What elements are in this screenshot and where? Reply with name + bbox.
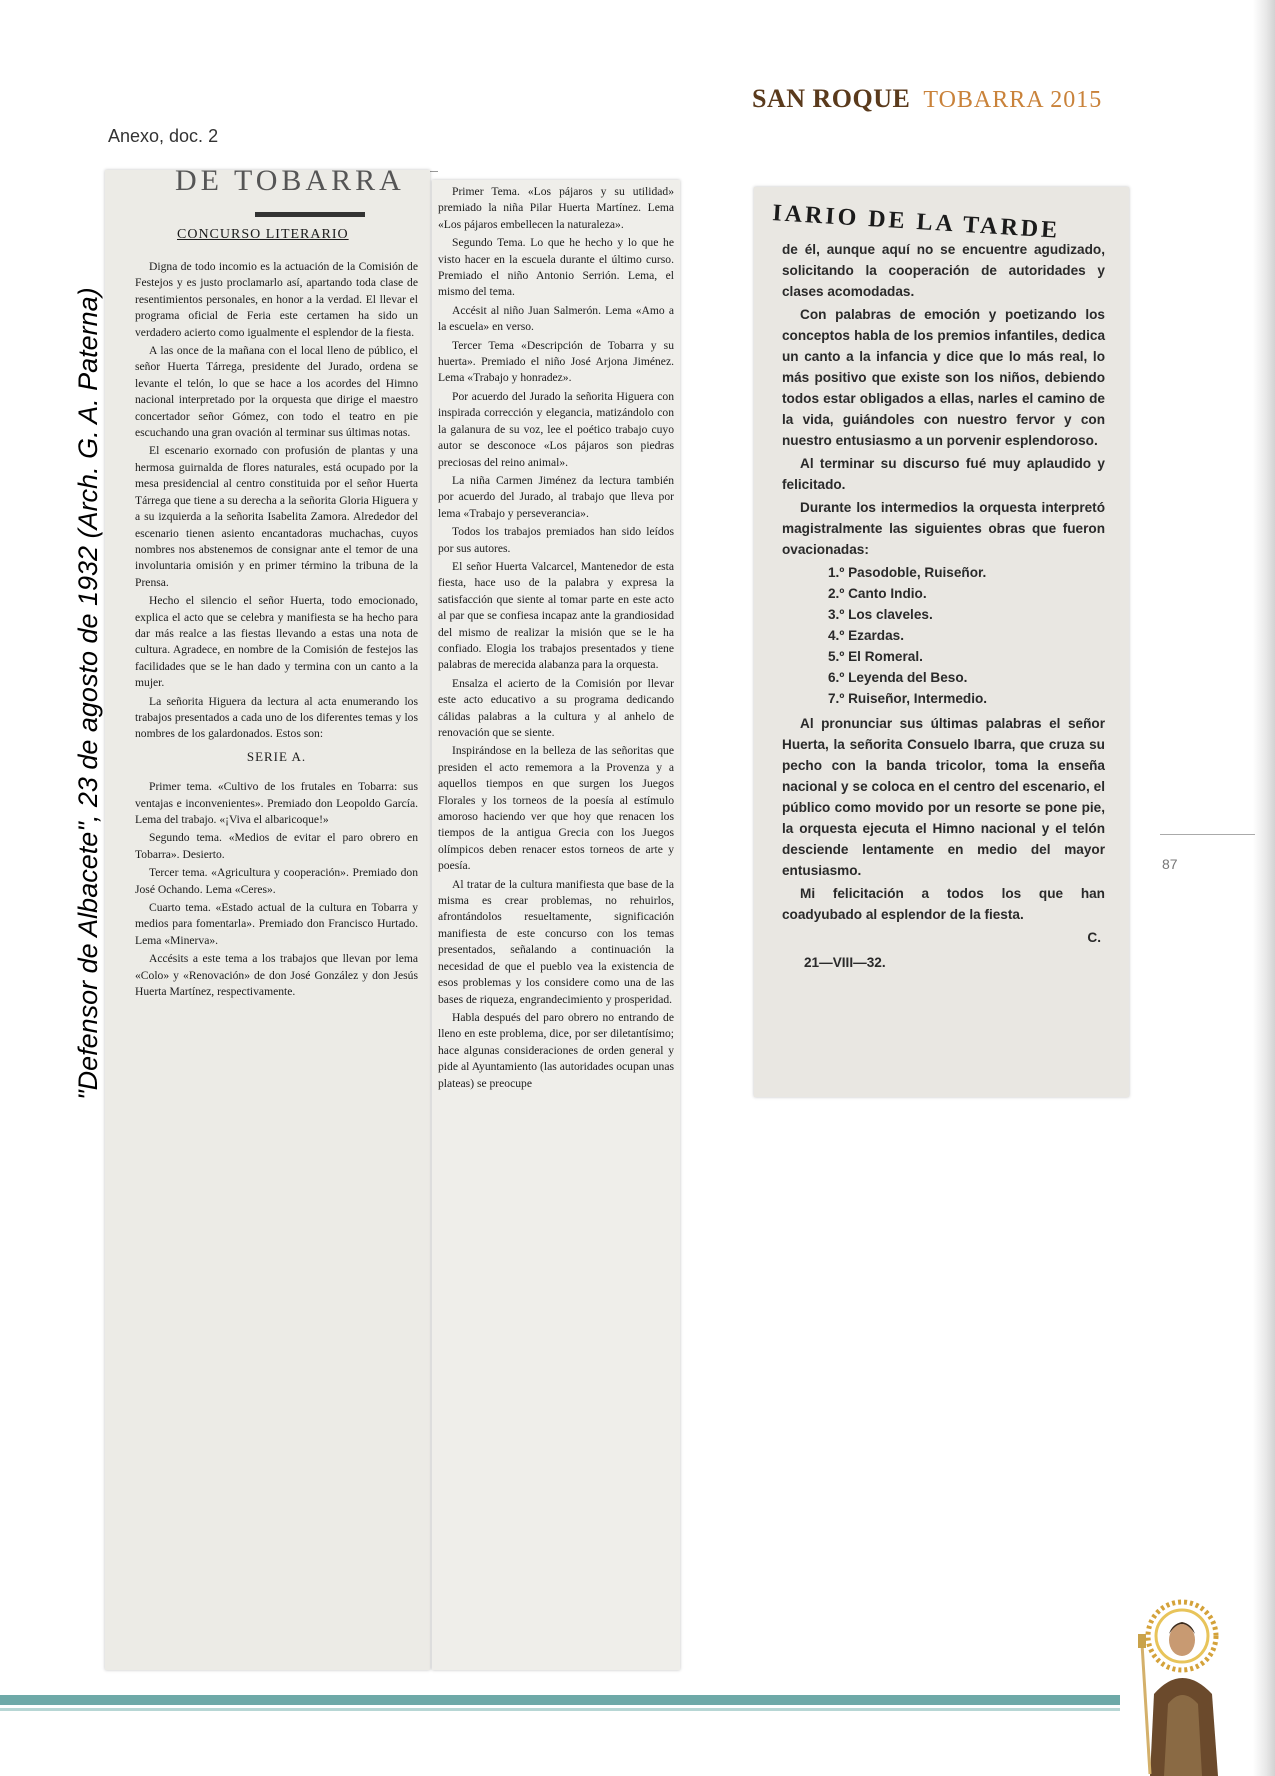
- clipping-1-paragraph: Hecho el silencio el señor Huerta, todo emocionado, explica el acto que se celebra y manifiesta se ha hecho para dar más realce a las fiestas llevando a estas una nota de cultura. Agradece, en nombre de la Comisión de festejos las facilidades que se le han dado y termina con un canto a la mujer.: [135, 594, 418, 690]
- list-item: 2.º Canto Indio.: [828, 586, 927, 601]
- page-number-rule: [1160, 834, 1255, 835]
- clipping-2-paragraph: Tercer Tema «Descripción de Tobarra y su huerta». Premiado el niño José Arjona Jiménez. Lema «Trabajo y honradez».: [438, 338, 674, 385]
- clipping-2-paragraph: Al tratar de la cultura manifiesta que base de la misma es crear problemas, no rehuirlos, afrontándolos resueltamente, significación manifiesta de este concurso con los temas presentados, señalando a continuación la necesidad de que el pueblo vea la existencia de esos problemas y los considere como una de las bases de riqueza, engrandecimiento y prosperidad.: [438, 877, 674, 1006]
- clipping-1-paragraph: Accésits a este tema a los trabajos que llevan por lema «Colo» y «Renovación» de don José González y don Jesús Huerta Martínez, respectivamente.: [135, 952, 418, 999]
- clipping-1-paragraph: Digna de todo incomio es la actuación de la Comisión de Festejos y es justo proclamarlo así, apartando toda clase de resentimientos personales, en honor a la verdad. El llevar el programa oficial de Feria este certamen ha sido un verdadero acierto como igualmente el esplendor de la fiesta.: [135, 260, 418, 339]
- clipping-2-paragraph: La niña Carmen Jiménez da lectura también por acuerdo del Jurado, al trabajo que lleva por lema «Trabajo y perseverancia».: [438, 473, 674, 520]
- concert-program-list: [782, 562, 1105, 709]
- list-item: 1.º Pasodoble, Ruiseñor.: [828, 565, 987, 580]
- list-item: 6.º Leyenda del Beso.: [828, 670, 968, 685]
- newspaper-clipping-3: [754, 187, 1129, 1097]
- header-title-main: SAN ROQUE: [752, 84, 911, 113]
- clipping-3-paragraph: Durante los intermedios la orquesta interpretó magistralmente las siguientes obras que fueron ovacionadas:: [782, 500, 1105, 557]
- clipping-2-paragraph: Segundo Tema. Lo que he hecho y lo que he visto hacer en la escuela durante el último curso. Premiado el niño Antonio Serrión. Lema, el mismo del tema.: [438, 236, 674, 299]
- list-item: 4.º Ezardas.: [828, 628, 904, 643]
- clipping-1-body: [105, 259, 430, 1000]
- page-edge-shadow: [1253, 0, 1275, 1776]
- clipping-2-paragraph: Inspirándose en la belleza de las señoritas que presiden el acto rememora a la Provenza y a aquellos tiempos en que surgen los Juegos Florales y los torneos de la poesía al estímulo amoroso haciendo ver que hoy que renacen los tiempos de la antigua Grecia con los Juegos olímpicos deben renacer estos torneos de arte y poesía.: [438, 744, 674, 873]
- clipping-2-paragraph: Primer Tema. «Los pájaros y su utilidad» premiado la niña Pilar Huerta Martínez. Lema «Los pájaros embellecen la naturaleza».: [438, 185, 674, 231]
- clipping-2-paragraph: Ensalza el acierto de la Comisión por llevar este acto educativo a su programa dedicando cálidas palabras a la cultura y al anhelo de renovación que se siente.: [438, 676, 674, 739]
- footer-band: [0, 1695, 1120, 1705]
- header-title-sub: TOBARRA 2015: [923, 87, 1103, 113]
- clipping-3-masthead: IARIO DE LA TARDE: [771, 200, 1061, 244]
- clipping-3-paragraph: Mi felicitación a todos los que han coadyubado al esplendor de la fiesta.: [782, 886, 1105, 922]
- clipping-2-paragraph: Habla después del paro obrero no entrando de lleno en este problema, dice, por ser diletantísimo; hace algunas consideraciones de orden general y pide al Ayuntamiento (las autoridades ocupan unas plateas) se preocupe: [438, 1010, 674, 1090]
- clipping-3-date: 21—VIII—32.: [804, 955, 886, 970]
- clipping-2-paragraph: Por acuerdo del Jurado la señorita Higuera con inspirada corrección y elegancia, matizándolo con la galanura de su voz, lee el poético trabajo cuyo autor se desconoce «Los pájaros son piedras preciosas del reino animal».: [438, 389, 674, 469]
- newspaper-clipping-2: [432, 180, 680, 1670]
- clipping-2-body: [432, 180, 680, 1092]
- clipping-1-rule: [255, 212, 365, 217]
- clipping-2-paragraph: Todos los trabajos premiados han sido leídos por sus autores.: [438, 525, 674, 555]
- page-number: 87: [1162, 856, 1178, 872]
- clipping-1-paragraph: Segundo tema. «Medios de evitar el paro obrero en Tobarra». Desierto.: [135, 831, 418, 861]
- clipping-1-masthead: DE TOBARRA: [175, 170, 405, 197]
- clipping-3-signoff: C.: [1087, 930, 1101, 945]
- clipping-1-section-title: CONCURSO LITERARIO: [177, 227, 349, 242]
- clipping-2-paragraph: El señor Huerta Valcarcel, Mantenedor de esta fiesta, hace uso de la palabra y expresa la satisfacción que siente al tomar parte en este acto al par que se confiesa incapaz ante la grandiosidad del mismo de realizar la misión que se le ha confiado. Elogia los trabajos presentados y tiene palabras de merecida alabanza para la orquesta.: [438, 559, 674, 672]
- clipping-2-paragraph: Accésit al niño Juan Salmerón. Lema «Amo a la escuela» en verso.: [438, 303, 674, 334]
- list-item: 3.º Los claveles.: [828, 607, 933, 622]
- clipping-3-paragraph: Con palabras de emoción y poetizando los conceptos habla de los premios infantiles, dedica un canto a la infancia y dice que lo más real, lo más positivo que existe son los niños, debiendo todos estar obligados a ellas, narles el camino de la vida, guiándoles con nuestro fervor y con nuestro entusiasmo a un porvenir esplendoroso.: [782, 307, 1105, 448]
- footer-band-thin: [0, 1708, 1120, 1711]
- side-caption: "Defensor de Albacete", 23 de agosto de 1932 (Arch. G. A. Paterna): [73, 287, 103, 1100]
- clipping-1-paragraph: Cuarto tema. «Estado actual de la cultura en Tobarra y medios para fomentarla». Premiado don Francisco Hurtado. Lema «Minerva».: [135, 901, 418, 947]
- clipping-1-paragraph: La señorita Higuera da lectura al acta enumerando los trabajos presentados a cada uno de los diferentes temas y los nombres de los galardonados. Estos son:: [135, 694, 418, 741]
- clipping-1-paragraph: El escenario exornado con profusión de plantas y una hermosa guirnalda de flores naturales, está ocupado por la mesa presidencial al centro constituida por el señor Huerta Tárrega que tiene a su derecha a la señorita Gloria Higuera y a su izquierda a la señorita Isabelita Zamora. Alrededor del escenario tienen asiento encantadoras muchachas, cuyos nombres nos abstenemos de consignar ante el temor de una involuntaria omisión y en primer término la tribuna de la Prensa.: [135, 444, 418, 589]
- annex-label: Anexo, doc. 2: [108, 126, 219, 146]
- clipping-1-paragraph: A las once de la mañana con el local lleno de público, el señor Huerta Tárrega, presidente del Jurado, ordena se levante el telón, lo que se hace a los acordes del Himno nacional interpretado por la orquesta que dirige el maestro concertador señor Gómez, con todo el teatro en pie escuchando una gran ovación al terminar sus últimas notas.: [135, 344, 418, 440]
- newspaper-clipping-1: [105, 170, 430, 1670]
- clipping-1-paragraph: Tercer tema. «Agricultura y cooperación». Premiado don José Ochando. Lema «Ceres».: [135, 866, 418, 896]
- clipping-1-paragraph: Primer tema. «Cultivo de los frutales en Tobarra: sus ventajas e inconvenientes». Premiado don Leopoldo García. Lema del trabajo. «¡Viva el albaricoque!»: [135, 780, 418, 826]
- clipping-3-paragraph: Al pronunciar sus últimas palabras el señor Huerta, la señorita Consuelo Ibarra, que cruza su pecho con la banda tricolor, toma la enseña nacional y se coloca en el centro del escenario, el público como movido por un resorte se pone pie, la orquesta ejecuta el Himno nacional y el telón desciende lentamente en medio del mayor entusiasmo.: [782, 716, 1105, 878]
- clipping-3-paragraph: de él, aunque aquí no se encuentre agudizado, solicitando la cooperación de autoridades y clases acomodadas.: [782, 242, 1105, 299]
- clipping-1-subtitle: SERIE A.: [246, 748, 307, 764]
- list-item: 5.º El Romeral.: [828, 649, 923, 664]
- saint-statue-image: [1120, 1574, 1240, 1776]
- list-item: 7.º Ruiseñor, Intermedio.: [828, 691, 988, 706]
- clipping-3-body: [754, 239, 1129, 973]
- clipping-3-paragraph: Al terminar su discurso fué muy aplaudido y felicitado.: [782, 456, 1105, 492]
- header-title: [752, 84, 1102, 114]
